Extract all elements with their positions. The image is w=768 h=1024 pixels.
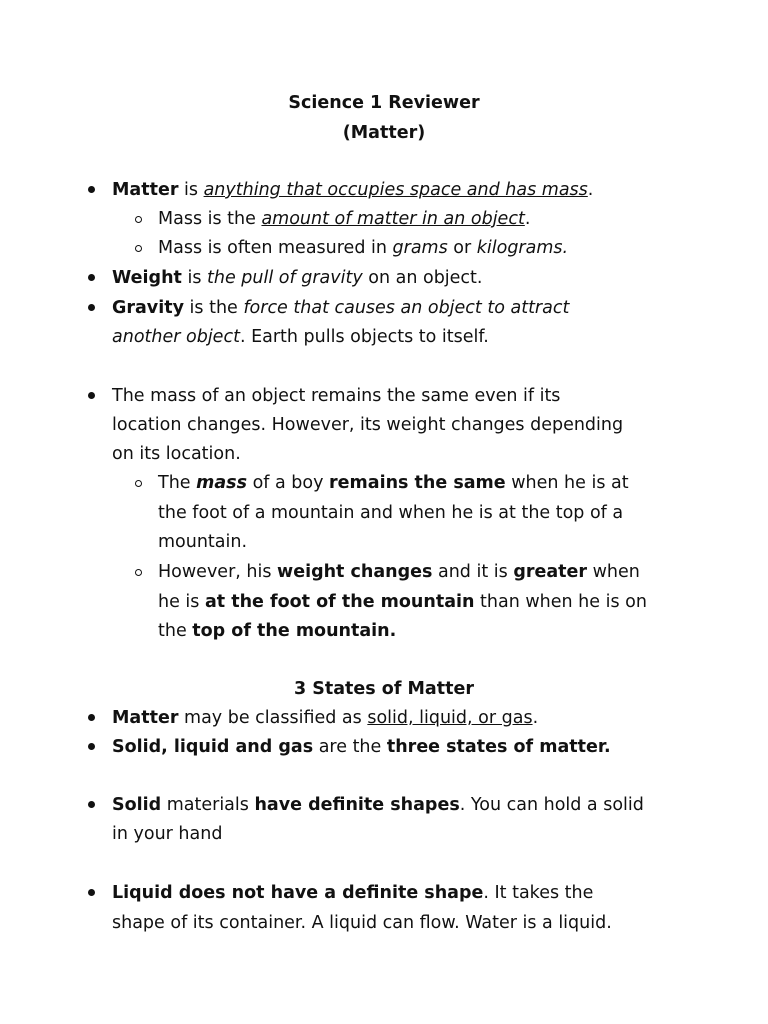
document-subtitle: (Matter) [342,123,426,143]
boy-mass-line2: the foot of a mountain and when he is at the top of a [158,503,624,523]
gravity-definition-line1: Gravity is the force that causes an object to attract [112,298,570,318]
term-gravity: Gravity [112,298,184,318]
bullet-dot-icon [88,801,95,808]
mass-definition: Mass is the amount of matter in an object. [158,209,531,229]
mass-location-line1: The mass of an object remains the same even if its [112,386,561,406]
bullet-dot-icon [88,186,95,193]
weight-definition: Weight is the pull of gravity on an object. [112,268,483,288]
boy-weight-line2: he is at the foot of the mountain than when he is on [158,592,647,612]
liquid-line2: shape of its container. A liquid can flow. Water is a liquid. [112,913,612,933]
sub-bullet-circle-icon [135,216,142,223]
bullet-dot-icon [88,889,95,896]
matter-definition: Matter is anything that occupies space and has mass. [112,180,594,200]
solid-line2: in your hand [112,824,223,844]
boy-mass-line3: mountain. [158,532,248,552]
boy-weight-line1: However, his weight changes and it is greater when [158,562,640,582]
three-states: Solid, liquid and gas are the three states of matter. [112,737,611,757]
term-weight: Weight [112,268,182,288]
boy-mass-line1: The mass of a boy remains the same when he is at [158,473,629,493]
solid-line1: Solid materials have definite shapes. You can hold a solid [112,795,644,815]
section-heading-states: 3 States of Matter [294,679,474,699]
matter-classified: Matter may be classified as solid, liquid, or gas. [112,708,539,728]
term-matter: Matter [112,180,179,200]
mass-measure: Mass is often measured in grams or kilograms. [158,238,569,258]
bullet-dot-icon [88,304,95,311]
bullet-dot-icon [88,714,95,721]
sub-bullet-circle-icon [135,569,142,576]
gravity-definition-line2: another object. Earth pulls objects to itself. [112,327,489,347]
definition-matter: anything that occupies space and has mass [203,180,588,200]
bullet-dot-icon [88,743,95,750]
mass-location-line3: on its location. [112,444,241,464]
sub-bullet-circle-icon [135,480,142,487]
sub-bullet-circle-icon [135,245,142,252]
boy-weight-line3: the top of the mountain. [158,621,397,641]
definition-mass: amount of matter in an object [261,209,525,229]
mass-location-line2: location changes. However, its weight changes depending [112,415,624,435]
bullet-dot-icon [88,274,95,281]
liquid-line1: Liquid does not have a definite shape. It takes the [112,883,594,903]
bullet-dot-icon [88,392,95,399]
document-title: Science 1 Reviewer [288,93,480,113]
